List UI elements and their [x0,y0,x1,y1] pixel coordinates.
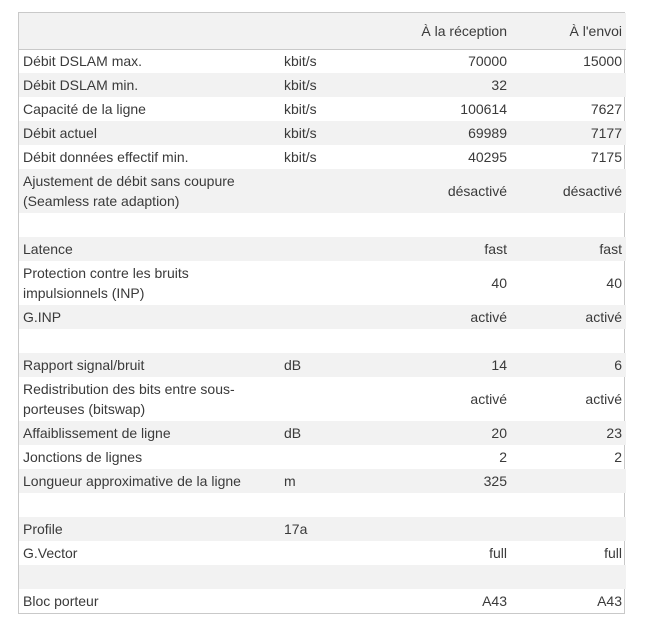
row-label: Débit actuel [23,125,97,141]
row-value-reception: 100614 [460,101,507,117]
row-value-envoi: 15000 [583,53,622,70]
row-value-reception: A43 [482,593,507,609]
row-value-envoi: 40 [606,275,622,291]
row-value-reception: full [489,545,507,561]
row-label: Débit DSLAM min. [23,77,139,93]
row-value-envoi [511,493,626,517]
table-row [19,145,626,169]
table-row [19,121,626,145]
table-row [19,329,626,353]
row-value-envoi: A43 [597,593,622,609]
row-label: Bloc porteur [23,593,99,609]
row-unit [281,237,401,261]
table-row [19,377,626,421]
row-value-reception: 40 [491,275,507,291]
row-value-envoi: 6 [614,357,622,373]
row-unit [281,445,401,469]
row-unit: kbit/s [284,149,317,165]
table-row [19,517,626,541]
row-label: G.INP [23,309,62,325]
row-label: Jonctions de lignes [23,449,143,465]
row-value-reception [401,517,511,541]
row-value-reception: 40295 [468,149,507,165]
row-label: G.Vector [23,545,78,561]
row-unit [281,213,401,237]
row-label [19,329,281,353]
row-value-envoi: activé [585,391,622,407]
row-value-reception [401,493,511,517]
row-unit: kbit/s [284,53,317,70]
row-value-envoi [511,213,626,237]
row-value-envoi [511,565,626,589]
header-label-col [19,13,281,49]
table-header-row [19,13,626,49]
row-label: Profile [23,521,63,537]
row-value-reception: désactivé [447,183,507,199]
row-value-reception [401,329,511,353]
table-row [19,73,626,97]
row-unit [281,565,401,589]
row-value-reception: 32 [491,77,507,93]
table-row [19,565,626,589]
header-unit-col [281,13,401,49]
row-value-envoi: 7627 [590,101,622,117]
table-row [19,589,626,613]
row-value-envoi: full [604,545,622,561]
row-label [19,565,281,589]
row-unit [281,169,401,213]
row-value-envoi: fast [599,241,622,257]
row-label: Longueur approximative de la ligne [23,473,241,489]
table-row [19,421,626,445]
row-label: Débit données effectif min. [23,149,189,165]
table-row [19,261,626,305]
row-label: Capacité de la ligne [23,101,146,117]
row-unit [281,305,401,329]
table-row [19,493,626,517]
row-unit [281,329,401,353]
table-row [19,305,626,329]
row-unit [281,541,401,565]
row-unit: dB [284,357,302,373]
row-value-envoi: 7175 [590,149,622,165]
table-row [19,213,626,237]
row-value-reception: activé [470,309,507,325]
table-row [19,353,626,377]
table-row [19,237,626,261]
table-row [19,469,626,493]
row-unit [281,589,401,613]
row-value-envoi [511,73,626,97]
table-row [19,445,626,469]
table-body [19,49,626,613]
row-unit: dB [284,425,302,441]
row-unit [281,377,401,421]
row-value-envoi: activé [585,309,622,325]
row-value-envoi [511,329,626,353]
row-value-envoi: désactivé [562,183,622,199]
row-value-reception: 2 [499,449,507,465]
table-row [19,49,626,73]
row-unit: kbit/s [284,125,317,141]
row-label [19,493,281,517]
table-row [19,97,626,121]
row-value-reception: activé [470,391,507,407]
row-value-reception: 69989 [468,125,507,141]
header-envoi: À l'envoi [511,13,626,49]
row-label: Débit DSLAM max. [23,53,143,70]
row-value-reception: 14 [491,357,507,373]
row-label [19,213,281,237]
row-unit: kbit/s [284,101,317,117]
row-label: Affaiblissement de ligne [23,425,171,441]
row-value-reception: 325 [483,473,507,489]
row-value-reception: 20 [491,425,507,441]
header-reception: À la réception [401,13,511,49]
row-value-reception [401,565,511,589]
row-label: Rapport signal/bruit [23,357,145,373]
row-value-envoi: 7177 [590,125,622,141]
row-value-reception: 70000 [468,53,507,70]
row-unit: 17a [284,521,308,537]
row-value-envoi [511,469,626,493]
row-label: Ajustement de débit sans coupure (Seamless rate adaption) [23,173,235,209]
row-unit: kbit/s [284,77,317,93]
row-value-envoi [511,517,626,541]
row-unit [281,261,401,305]
row-label: Redistribution des bits entre sous-porteuses (bitswap) [23,381,235,417]
table-row [19,541,626,565]
row-value-envoi: 23 [606,425,622,441]
row-unit: m [284,473,296,489]
row-value-reception [401,213,511,237]
row-unit [281,493,401,517]
row-label: Protection contre les bruits impulsionnels (INP) [23,265,189,301]
table-row [19,169,626,213]
row-value-envoi: 2 [614,449,622,465]
dsl-info-panel [18,12,625,614]
row-value-reception: fast [484,241,507,257]
row-label: Latence [23,241,73,257]
dsl-info-table [19,13,626,613]
